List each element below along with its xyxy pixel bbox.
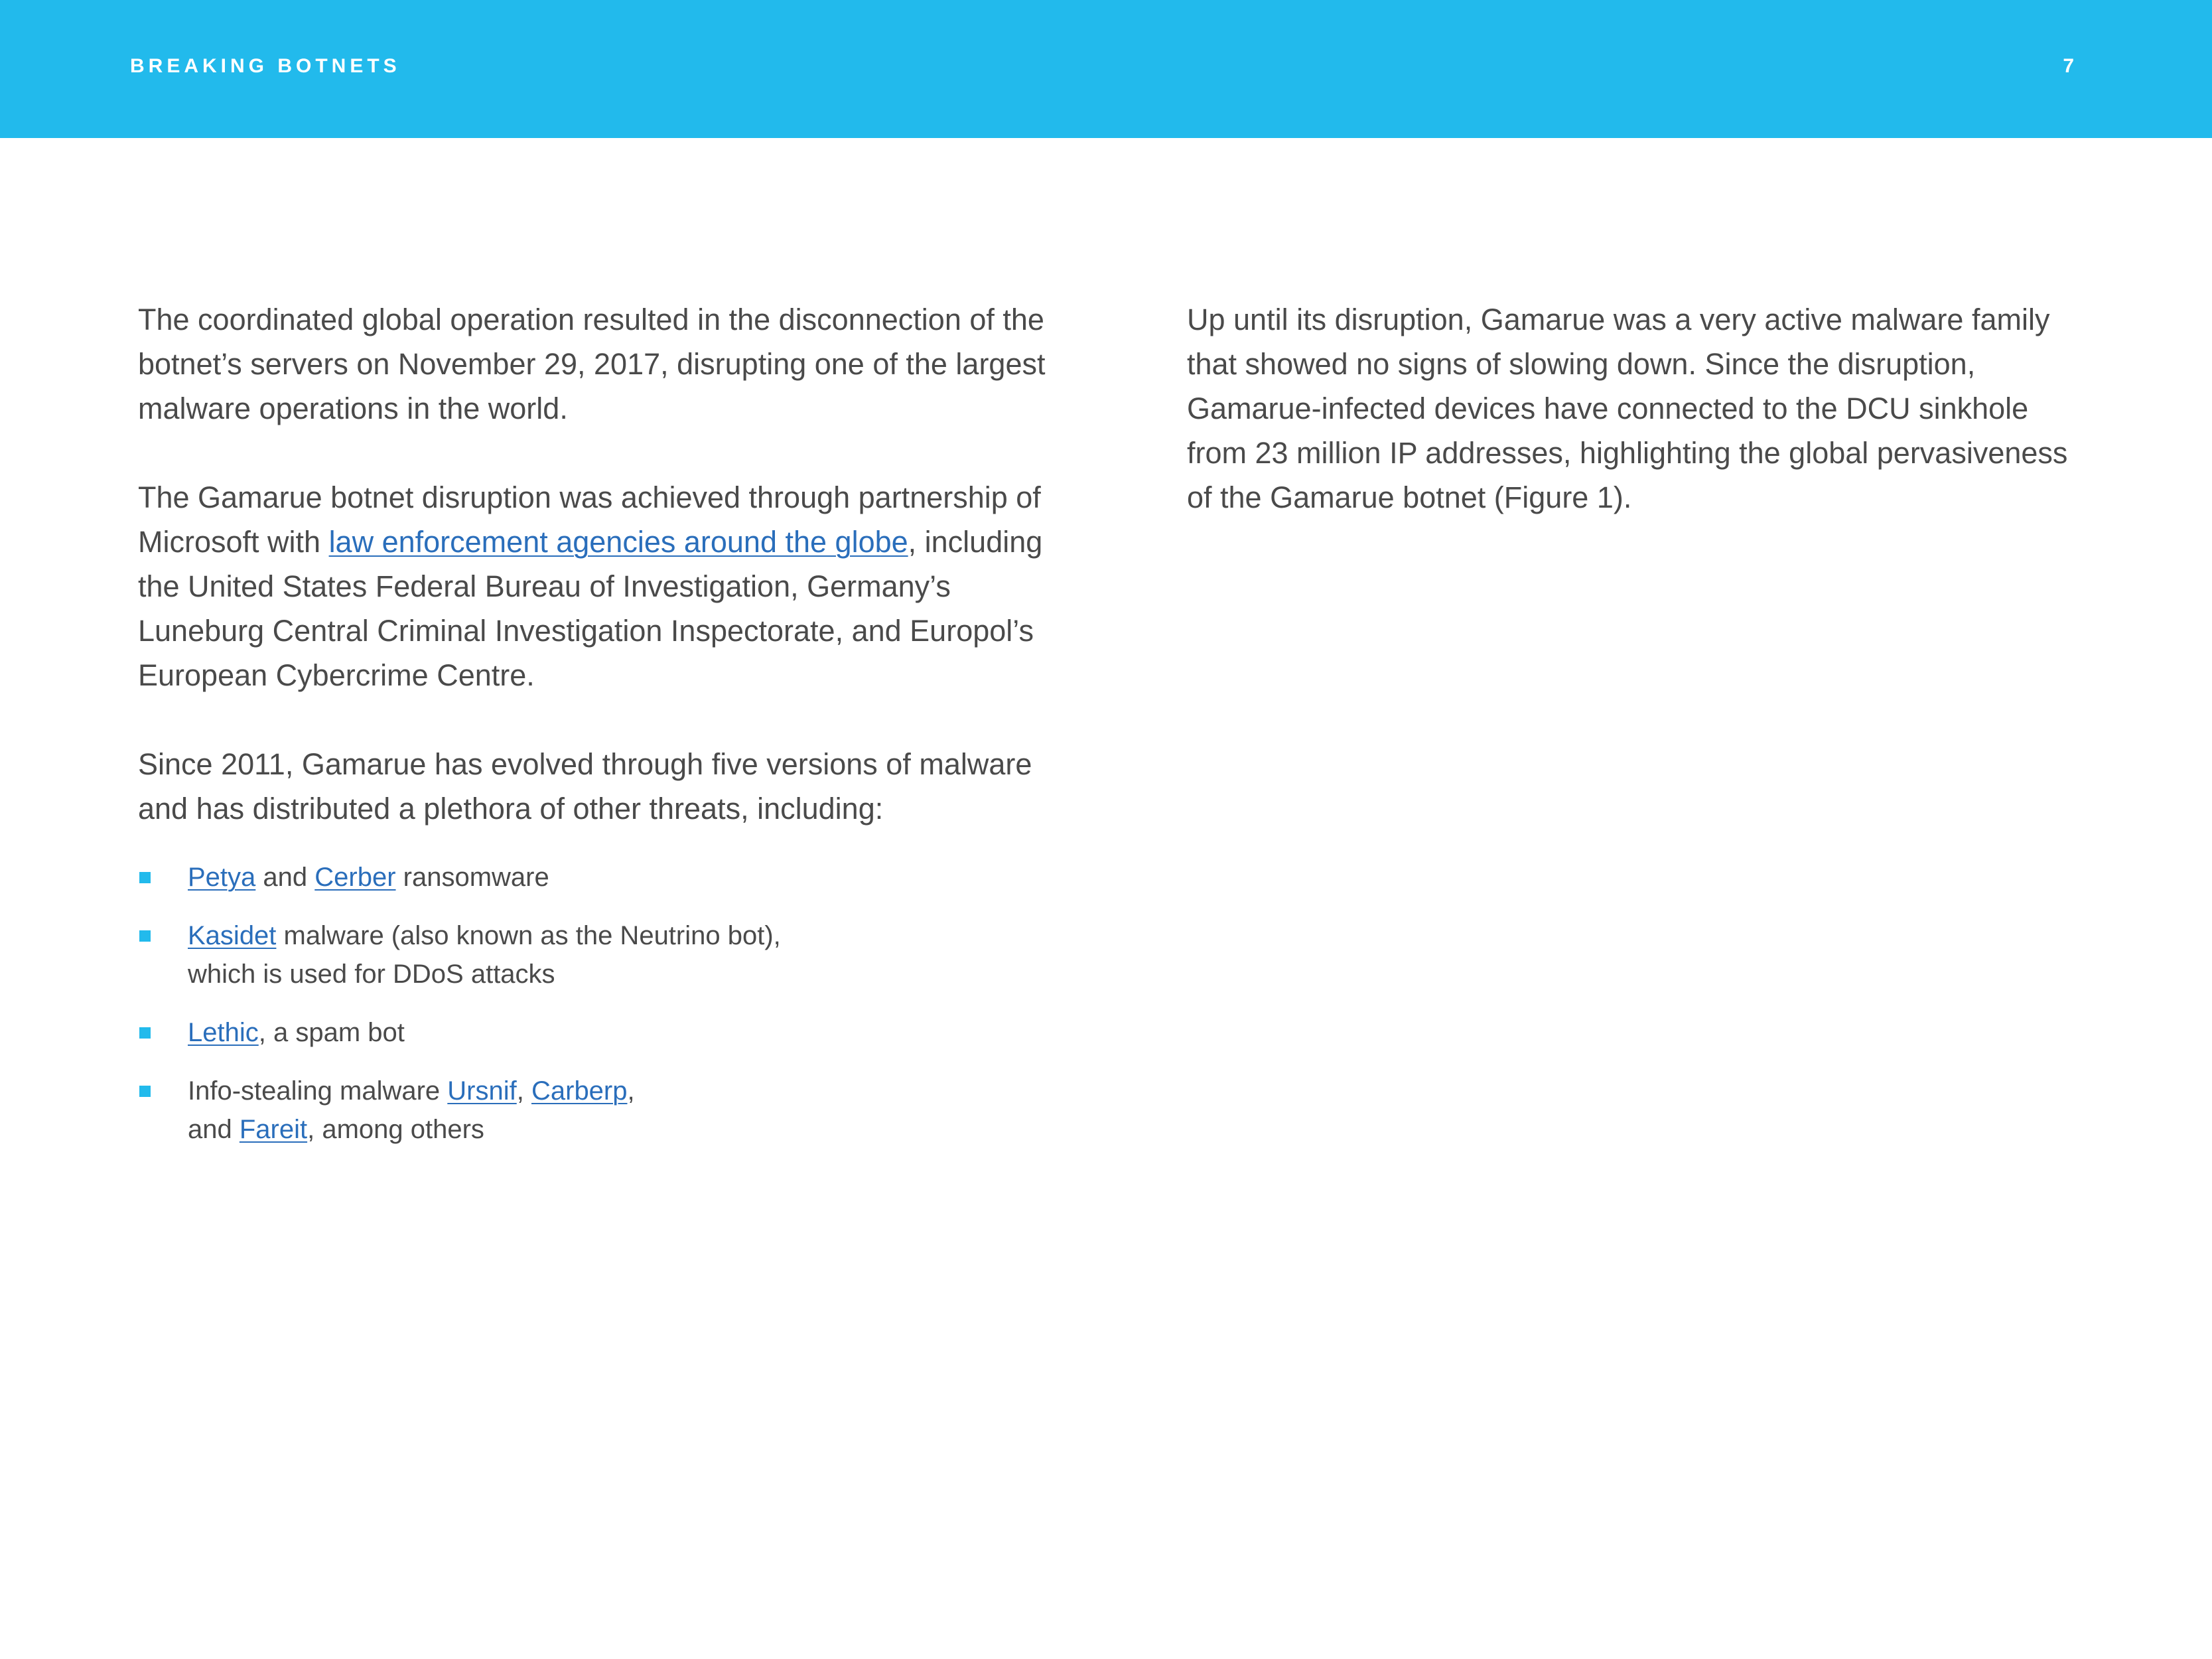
list-item-text: and <box>188 1115 240 1144</box>
list-item <box>138 1072 1060 1149</box>
paragraph-operation-result: The coordinated global operation resulted in the disconnection of the botnet’s servers on November 29, 2017, disrupting one of the largest malware operations in the world. <box>138 303 1046 425</box>
list-item-text: , <box>516 1076 531 1106</box>
running-title: BREAKING BOTNETS <box>130 55 401 77</box>
paragraph-partnership-text-after: , including the United States Federal Bureau of Investigation, Germany’s Luneburg Central Criminal Investigation Inspectorate, and Europol’s European Cybercrime Centre. <box>138 525 1043 692</box>
list-item <box>138 1013 1060 1052</box>
square-bullet-icon <box>139 930 151 942</box>
page-number: 7 <box>2063 55 2074 77</box>
cerber-link[interactable]: Cerber <box>314 863 396 892</box>
list-item-text: , among others <box>307 1115 484 1144</box>
ursnif-link[interactable]: Ursnif <box>447 1076 517 1106</box>
carberp-link[interactable]: Carberp <box>531 1076 628 1106</box>
paragraph-sinkhole: Up until its disruption, Gamarue was a very active malware family that showed no signs of slowing down. Since the disruption, Gamarue-infected devices have connected to the DCU sinkhole from 23 million IP addresses, highlighting the global pervasiveness of the Gamarue botnet (Figure 1). <box>1187 303 2068 514</box>
petya-link[interactable]: Petya <box>188 863 256 892</box>
left-column <box>138 297 1060 1169</box>
header-band <box>0 0 2212 138</box>
list-item-text: which is used for DDoS attacks <box>188 960 555 989</box>
lethic-link[interactable]: Lethic <box>188 1018 259 1047</box>
square-bullet-icon <box>139 1086 151 1097</box>
list-item <box>138 916 1060 993</box>
list-item-text: Info-stealing malware <box>188 1076 448 1106</box>
threat-list <box>138 858 1060 1149</box>
paragraph-partnership <box>138 475 1060 697</box>
kasidet-link[interactable]: Kasidet <box>188 921 277 950</box>
paragraph-partnership-text-before: The Gamarue botnet disruption was achieved through partnership of Microsoft with <box>138 480 1041 559</box>
law-enforcement-link[interactable]: law enforcement agencies around the globe <box>328 525 908 559</box>
right-column <box>1187 297 2089 564</box>
square-bullet-icon <box>139 1027 151 1039</box>
list-item-text: and <box>255 863 315 892</box>
square-bullet-icon <box>139 872 151 883</box>
list-item-text: malware (also known as the Neutrino bot), <box>276 921 781 950</box>
fareit-link[interactable]: Fareit <box>239 1115 308 1144</box>
list-item-text: , a spam bot <box>258 1018 405 1047</box>
list-item <box>138 858 1060 897</box>
list-item-text: ransomware <box>395 863 549 892</box>
list-item-text: , <box>627 1076 635 1106</box>
paragraph-evolution: Since 2011, Gamarue has evolved through five versions of malware and has distributed a plethora of other threats, including: <box>138 747 1032 826</box>
